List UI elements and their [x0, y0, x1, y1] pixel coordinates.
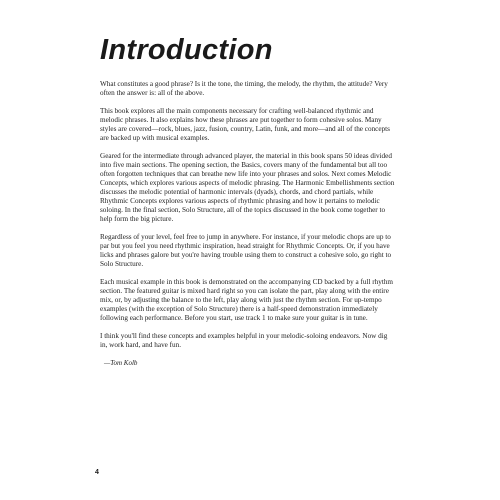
paragraph-where-to-start: Regardless of your level, feel free to jump in anywhere. For instance, if your melodic chops are up to par but you feel you need rhythmic inspiration, head straight for Rhythmic Concepts. Or, if you have licks and phrases galore but you're having trouble using them to construct a cohesive solo, go right to Solo Structure.	[100, 233, 392, 268]
paragraph-book-overview: This book explores all the main components necessary for crafting well-balanced rhythmic and melodic phrases. It also explains how these phrases are put together to form cohesive solos. Many styles are covered—rock, blues, jazz, fusion, country, Latin, funk, and more—and all of the concepts are backed up with musical examples.	[100, 107, 390, 142]
page-number: 4	[95, 469, 99, 476]
paragraph-opening-question: What constitutes a good phrase? Is it the tone, the timing, the melody, the rhythm, the attitude? Very often the answer is: all of the above.	[100, 80, 388, 97]
paragraph-cd-info: Each musical example in this book is demonstrated on the accompanying CD backed by a full rhythm section. The featured guitar is mixed hard right so you can isolate the part, play along with the entire mix, or, by adjusting the balance to the left, play along with just the rhythm section. For up-tempo examples (with the exception of Solo Structure) there is a half-speed demonstration immediately following each performance. Before you start, use track 1 to make sure your guitar is in tune.	[100, 278, 394, 322]
page-title: Introduction	[100, 34, 273, 66]
paragraph-sections: Geared for the intermediate through advanced player, the material in this book spans 50 ideas divided into five main sections. The opening section, the Basics, covers many of the fundamental but all too often forgotten techniques that can breathe new life into your phrases and solos. Next comes Melodic Concepts, which explores various aspects of melodic phrasing. The Harmonic Embellishments section discusses the melodic potential of harmonic intervals (dyads), chords, and chord partials, while Rhythmic Concepts explores various aspects of rhythmic phrasing and how it pertains to melodic soloing. In the final section, Solo Structure, all of the topics discussed in the book come together to help form the big picture.	[100, 152, 395, 223]
intro-body	[100, 80, 396, 368]
author-signature: —Tom Kolb	[104, 359, 138, 367]
paragraph-closing: I think you'll find these concepts and examples helpful in your melodic-soloing endeavors. Now dig in, work hard, and have fun.	[100, 332, 388, 349]
